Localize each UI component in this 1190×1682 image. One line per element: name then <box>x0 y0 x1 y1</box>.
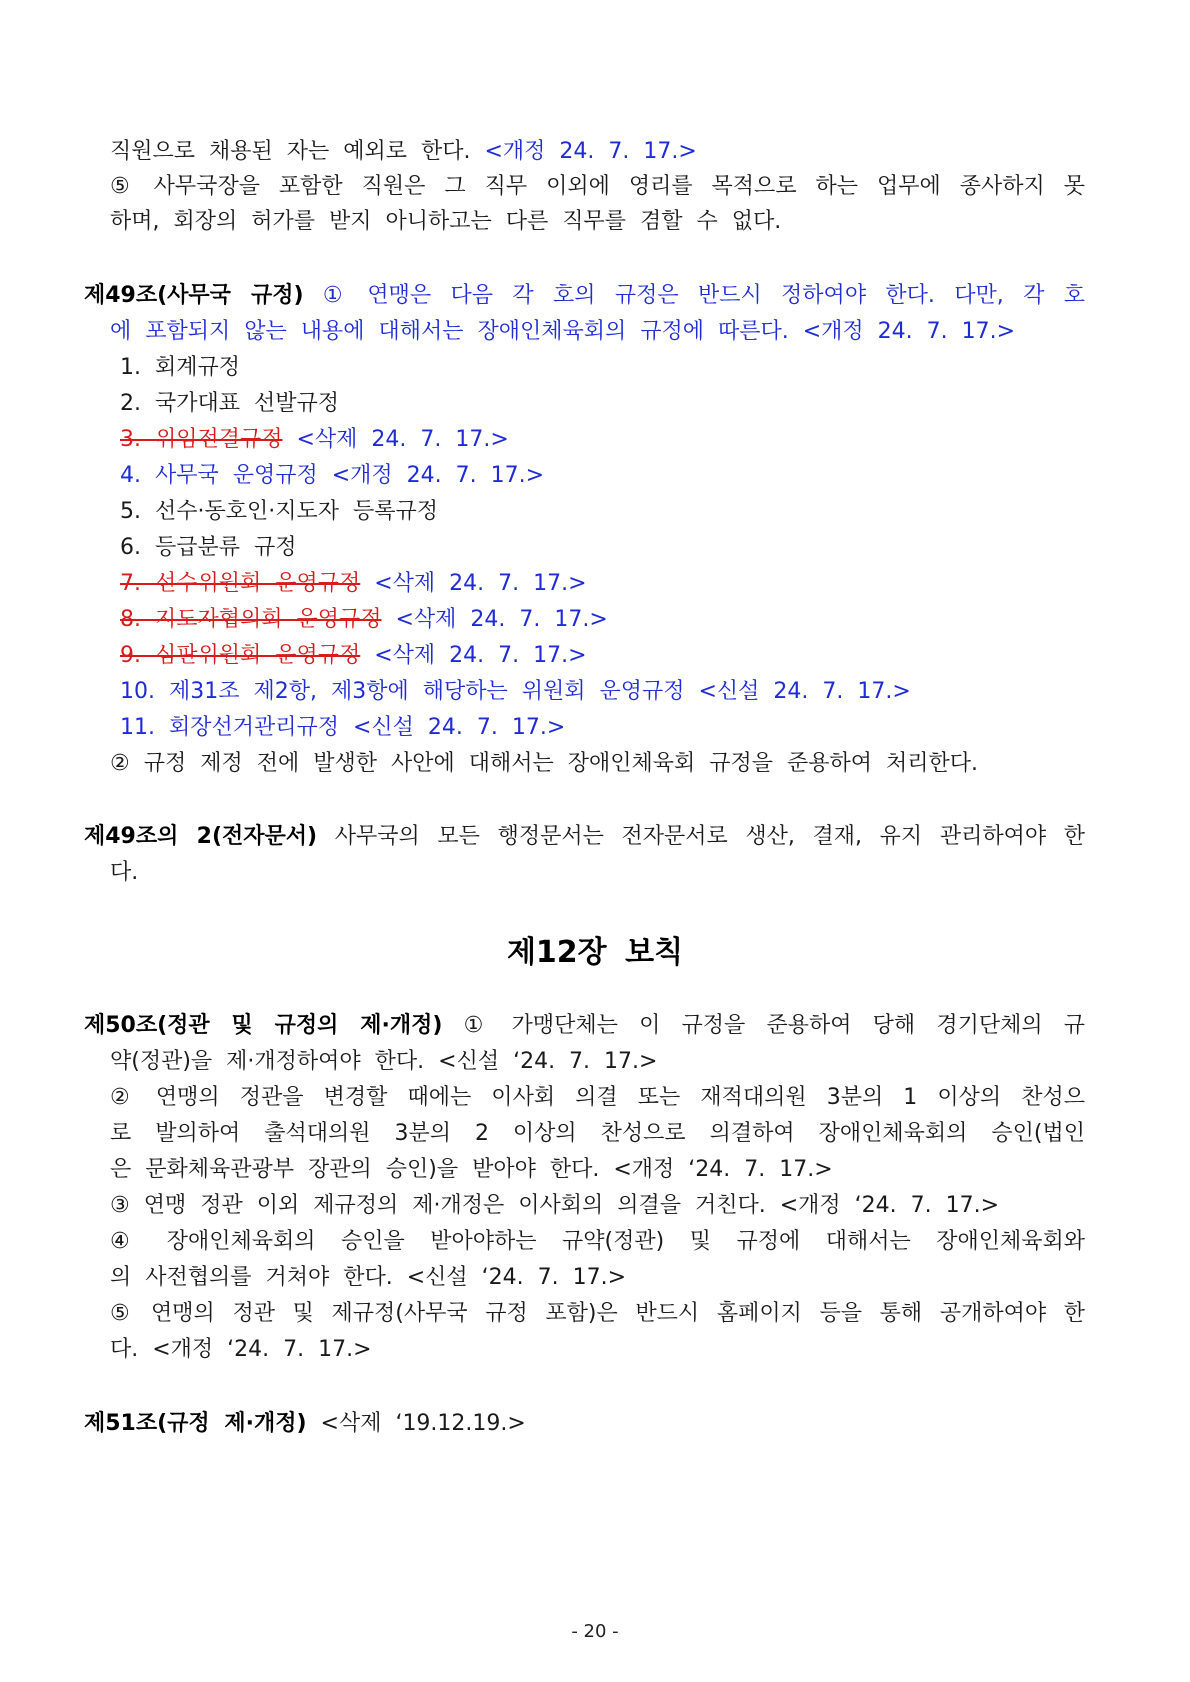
article-49-item-10 <box>120 678 911 706</box>
article-50-para2-line2: 로 발의하여 출석대의원 3분의 2 이상의 찬성으로 의결하여 장애인체육회의 승인(법인 <box>110 1121 1085 1146</box>
article-49-2-line1 <box>84 823 1085 851</box>
deletion-note: <삭제 24. 7. 17.> <box>374 571 587 596</box>
article-49-item-6 <box>120 534 297 562</box>
new-note: <신설 24. 7. 17.> <box>698 679 911 704</box>
item-text: 1. 회계규정 <box>120 355 240 380</box>
article-49-para2: ② 규정 제정 전에 발생한 사안에 대해서는 장애인체육회 규정을 준용하여 처리한다. <box>110 751 978 776</box>
article-50-para2-line3: 은 문화체육관광부 장관의 승인)을 받아야 한다. <개정 ‘24. 7. 17.> <box>110 1157 833 1182</box>
new-item-text: 11. 회장선거관리규정 <box>120 715 339 740</box>
chapter-heading: 제12장 보칙 <box>506 935 684 970</box>
item-text: 6. 등급분류 규정 <box>120 535 297 560</box>
prev-article-para5-line1: ⑤ 사무국장을 포함한 직원은 그 직무 이외에 영리를 목적으로 하는 업무에 종사하지 못 <box>110 174 1085 199</box>
deleted-item-text: 7. 선수위원회 운영규정 <box>120 571 361 596</box>
article-49-item-4 <box>120 462 544 490</box>
article-50-line1 <box>84 1012 1085 1040</box>
deleted-item-text: 3. 위임전결규정 <box>120 427 283 452</box>
new-item-text: 10. 제31조 제2항, 제3항에 해당하는 위원회 운영규정 <box>120 679 685 704</box>
article-49-line1 <box>84 282 1085 310</box>
deleted-item-text: 9. 심판위원회 운영규정 <box>120 643 361 668</box>
article-51-line <box>84 1410 526 1438</box>
page-number: - 20 - <box>571 1621 619 1642</box>
article-49-2-title: 제49조의 2(전자문서) <box>84 824 318 849</box>
article-50-para5-line1: ⑤ 연맹의 정관 및 제규정(사무국 규정 포함)은 반드시 홈페이지 등을 통해 공개하여야 한 <box>110 1301 1085 1326</box>
amendment-note: <개정 24. 7. 17.> <box>331 463 545 488</box>
article-50-para4-line1: ④ 장애인체육회의 승인을 받아야하는 규약(정관) 및 규정에 대해서는 장애인체육회와 <box>110 1229 1085 1254</box>
article-49-title: 제49조(사무국 규정) <box>84 283 304 308</box>
article-50-title: 제50조(정관 및 규정의 제·개정) <box>84 1013 443 1038</box>
article-49-para1-line2: 에 포함되지 않는 내용에 대해서는 장애인체육회의 규정에 따른다. <개정 24. 7. 17.> <box>110 319 1016 344</box>
amended-item-text: 4. 사무국 운영규정 <box>120 463 318 488</box>
deleted-item-text: 8. 지도자협의회 운영규정 <box>120 607 382 632</box>
article-50-para3: ③ 연맹 정관 이외 제규정의 제·개정은 이사회의 의결을 거친다. <개정 ‘24. 7. 17.> <box>110 1193 1000 1218</box>
prev-article-text: 직원으로 채용된 자는 예외로 한다. <box>110 139 471 164</box>
article-49-2-line2: 다. <box>110 860 139 885</box>
item-text: 2. 국가대표 선발규정 <box>120 391 339 416</box>
article-50-para1: ① 가맹단체는 이 규정을 준용하여 당해 경기단체의 규 <box>463 1013 1085 1038</box>
article-49-item-11 <box>120 714 565 742</box>
article-49-item-5 <box>120 498 438 526</box>
prev-article-line <box>110 138 697 166</box>
article-50-para4-line2: 의 사전협의를 거쳐야 한다. <신설 ‘24. 7. 17.> <box>110 1265 627 1290</box>
amendment-note: <개정 24. 7. 17.> <box>484 139 697 164</box>
article-49-item-1 <box>120 354 240 382</box>
article-49-item-2 <box>120 390 339 418</box>
article-49-2-text: 사무국의 모든 행정문서는 전자문서로 생산, 결재, 유지 관리하여야 한 <box>334 824 1085 849</box>
deletion-note: <삭제 24. 7. 17.> <box>296 427 509 452</box>
article-49-item-3 <box>120 426 509 454</box>
article-49-item-7 <box>120 570 587 598</box>
deletion-note: <삭제 24. 7. 17.> <box>395 607 608 632</box>
deletion-note: <삭제 24. 7. 17.> <box>374 643 587 668</box>
deletion-note: <삭제 ‘19.12.19.> <box>320 1411 526 1436</box>
article-49-item-8 <box>120 606 608 634</box>
new-note: <신설 24. 7. 17.> <box>353 715 566 740</box>
article-50-para2-line1: ② 연맹의 정관을 변경할 때에는 이사회 의결 또는 재적대의원 3분의 1 이상의 찬성으 <box>110 1085 1085 1110</box>
item-text: 5. 선수·동호인·지도자 등록규정 <box>120 499 438 524</box>
prev-article-para5-line2: 하며, 회장의 허가를 받지 아니하고는 다른 직무를 겸할 수 없다. <box>110 209 782 234</box>
article-51-title: 제51조(규정 제·개정) <box>84 1411 307 1436</box>
article-49-para1: ① 연맹은 다음 각 호의 규정은 반드시 정하여야 한다. 다만, 각 호 <box>322 283 1085 308</box>
article-50-para1-line2: 약(정관)을 제·개정하여야 한다. <신설 ‘24. 7. 17.> <box>110 1049 658 1074</box>
article-50-para5-line2: 다. <개정 ‘24. 7. 17.> <box>110 1337 372 1362</box>
article-49-item-9 <box>120 642 587 670</box>
